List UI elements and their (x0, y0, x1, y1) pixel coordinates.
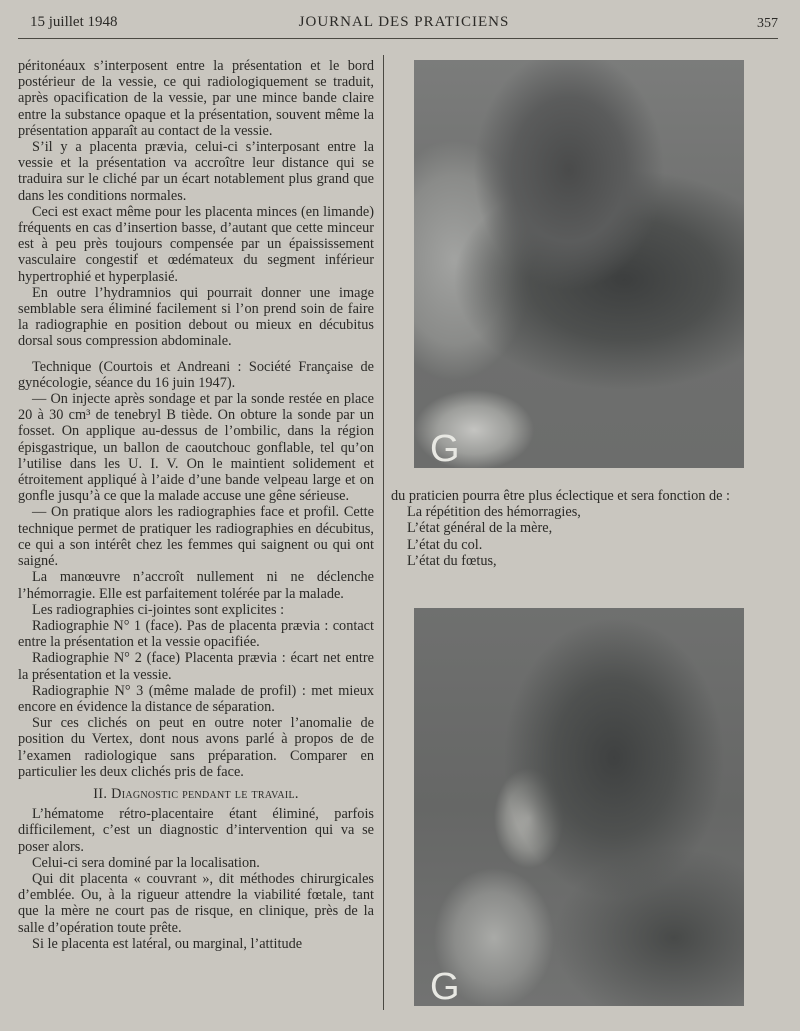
criteria-list (391, 504, 753, 569)
paragraph: péritonéaux s’interposent entre la présentation et le bord postérieur de la vessie, ce qui radiologiquement se traduit, après opacification de la vessie, par une mince bande claire entre la substance opaque et la présentation, souvent même la présentation apparaît au contact de la vessie. (18, 58, 374, 139)
paragraph: Radiographie N° 2 (face) Placenta prævia : écart net entre la présentation et la vessie. (18, 650, 374, 683)
radiograph-marker: G (430, 966, 460, 1006)
paragraph: Celui-ci sera dominé par la localisation. (32, 854, 260, 871)
list-item: L’état général de la mère, (407, 520, 553, 537)
paragraph: S’il y a placenta prævia, celui-ci s’interposant entre la vessie et la présentation va accroître leur distance qui se traduira sur le cliché par un écart notablement plus grand que dans les conditions normales. (18, 139, 374, 204)
paragraph: Ceci est exact même pour les placenta minces (en limande) fréquents en cas d’insertion basse, d’autant que cette minceur est à peu près toujours compensée par un épaississement vasculaire congestif et œdémateux du segment inférieur hypertrophié et hyperplasié. (18, 203, 374, 285)
paragraph: Si le placenta est latéral, ou marginal, l’attitude (32, 935, 303, 952)
paragraph: Radiographie N° 1 (face). Pas de placenta prævia : contact entre la présentation et la vessie opacifiée. (18, 617, 374, 651)
paragraph: Sur ces clichés on peut en outre noter l’anomalie de position du Vertex, dont nous avons parlé à propos de de l’examen radiologique sans préparation. Comparer en particulier les deux clichés pris de face. (18, 715, 374, 780)
right-column (391, 488, 753, 569)
section-title: II. Diagnostic pendant le travail. (93, 785, 299, 802)
paragraph: du praticien pourra être plus éclectique et sera fonction de : (391, 488, 731, 504)
page-header (30, 10, 778, 38)
list-item: La répétition des hémorragies, (407, 504, 581, 521)
paragraph: — On pratique alors les radiographies face et profil. Cette technique permet de pratiquer les radiographies en décubitus, ce qui a son intérêt chez les femmes qui saignent ou qui ont saigné. (18, 504, 374, 570)
radiograph-top (414, 60, 744, 468)
header-date: 15 juillet 1948 (30, 14, 118, 30)
paragraph: Qui dit placenta « couvrant », dit méthodes chirurgicales d’emblée. Ou, à la rigueur attendre la viabilité fœtale, tant que la mère ne court pas de risque, en clinique, près de la salle d’opération toute prête. (18, 870, 374, 936)
journal-title: JOURNAL DES PRATICIENS (298, 14, 510, 30)
paragraph: Radiographie N° 3 (même malade de profil) : met mieux encore en évidence la distance de séparation. (18, 682, 374, 715)
list-item: L’état du col. (407, 536, 483, 553)
paragraph: La manœuvre n’accroît nullement ni ne déclenche l’hémorragie. Elle est parfaitement tolérée par la malade. (18, 569, 374, 602)
list-item: L’état du fœtus, (407, 552, 497, 569)
header-rule (18, 38, 778, 39)
page-number: 357 (757, 16, 778, 31)
paragraph: En outre l’hydramnios qui pourrait donner une image semblable sera éliminé facilement si l’on prend soin de faire la radiographie en position debout ou mieux en décubitus dorsal sous compression abdominale. (18, 284, 374, 350)
paragraph: L’hématome rétro-placentaire étant éliminé, parfois difficilement, c’est un diagnostic d’intervention qui va se poser alors. (18, 806, 374, 855)
paragraph: — On injecte après sondage et par la sonde restée en place 20 à 30 cm³ de tenebryl B tiède. On obture la sonde par un fosset. On applique au-dessus de l’ombilic, dans la région épisgastrique, un ballon de caoutchouc gonflable, tel qu’on l’utilise dans les U. I. V. On le maintient solidement et étroitement appliqué à l’aide d’une bande velpeau large et on gonfle jusqu’à ce que la malade accuse une gêne sérieuse. (18, 391, 374, 505)
paragraph-technique: Technique (Courtois et Andreani : Société Française de gynécologie, séance du 16 juin 1947). (18, 358, 374, 391)
column-divider (383, 55, 384, 1010)
paragraph: Les radiographies ci-jointes sont explicites : (32, 601, 285, 618)
left-column (18, 58, 374, 952)
radiograph-marker: G (430, 428, 460, 468)
radiograph-bottom (414, 608, 744, 1006)
